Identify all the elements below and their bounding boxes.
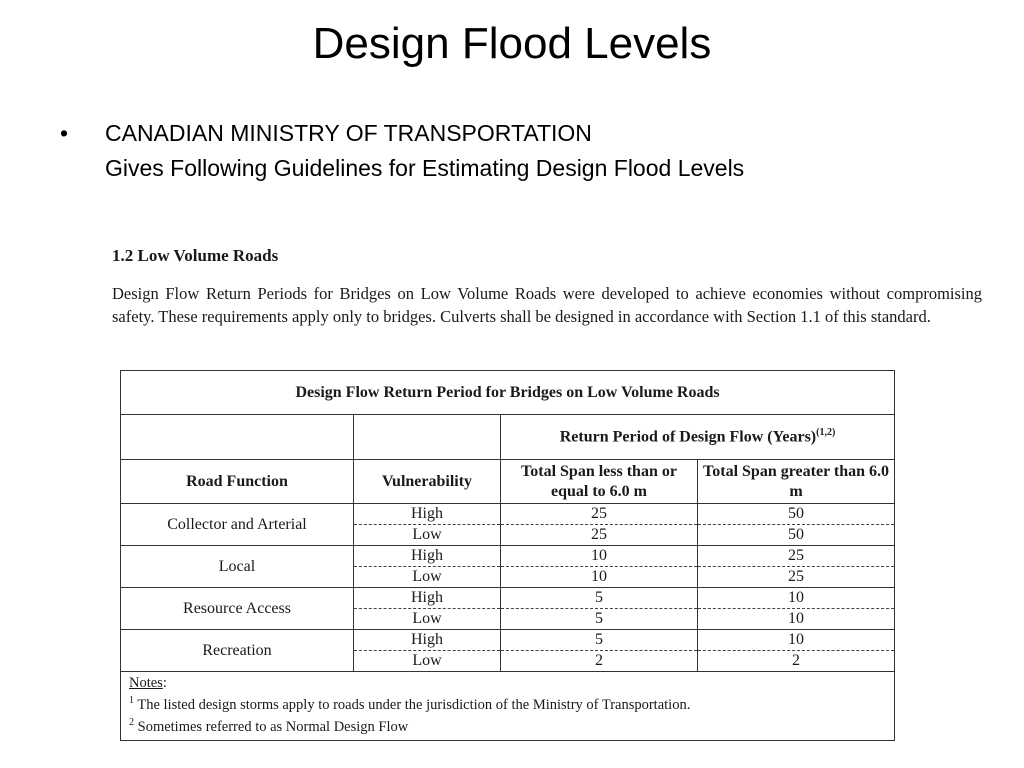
span-gt-cell: 50 [698, 525, 895, 546]
notes-heading [129, 674, 886, 692]
span-le-cell: 5 [501, 630, 698, 651]
road-function-cell: Collector and Arterial [121, 504, 354, 546]
bullet-line-2: Gives Following Guidelines for Estimating Design Flood Levels [105, 155, 745, 181]
table-row [121, 546, 895, 567]
note-1-number: 1 [129, 695, 134, 706]
span-gt-cell: 10 [698, 588, 895, 609]
note-2 [129, 714, 886, 736]
empty-cell [121, 415, 354, 460]
vulnerability-cell: Low [354, 525, 501, 546]
bullet-mark: • [60, 120, 69, 146]
bullet-block [60, 116, 744, 186]
header-span-gt-6m: Total Span greater than 6.0 m [698, 460, 895, 504]
note-1-text: The listed design storms apply to roads under the jurisdiction of the Ministry of Transportation. [137, 696, 691, 713]
span-gt-cell: 50 [698, 504, 895, 525]
header-span-le-6m: Total Span less than or equal to 6.0 m [501, 460, 698, 504]
header-vulnerability: Vulnerability [354, 460, 501, 504]
table-row [121, 588, 895, 609]
bullet-line-1: CANADIAN MINISTRY OF TRANSPORTATION [105, 120, 592, 146]
span-le-cell: 5 [501, 588, 698, 609]
section-paragraph: Design Flow Return Periods for Bridges on Low Volume Roads were developed to achieve economies without compromising safety. These requirements apply only to bridges. Culverts shall be designed in accordance with Section 1.1 of this standard. [112, 284, 982, 326]
vulnerability-cell: High [354, 546, 501, 567]
span-gt-cell: 25 [698, 567, 895, 588]
note-2-text: Sometimes referred to as Normal Design Flow [137, 718, 409, 735]
road-function-cell: Local [121, 546, 354, 588]
road-function-cell: Resource Access [121, 588, 354, 630]
span-gt-cell: 25 [698, 546, 895, 567]
notes-cell [121, 672, 895, 741]
span-le-cell: 25 [501, 504, 698, 525]
span-le-cell: 10 [501, 546, 698, 567]
empty-cell [354, 415, 501, 460]
notes-colon: : [162, 675, 167, 691]
return-period-header [501, 415, 895, 460]
note-1 [129, 692, 886, 714]
return-period-superscript: (1,2) [816, 427, 836, 439]
vulnerability-cell: Low [354, 651, 501, 672]
span-le-cell: 2 [501, 651, 698, 672]
vulnerability-cell: High [354, 588, 501, 609]
span-le-cell: 25 [501, 525, 698, 546]
table-row [121, 504, 895, 525]
span-le-cell: 10 [501, 567, 698, 588]
slide-title: Design Flood Levels [312, 19, 712, 68]
return-period-label: Return Period of Design Flow (Years) [559, 428, 817, 446]
vulnerability-cell: High [354, 630, 501, 651]
note-2-number: 2 [129, 716, 134, 728]
span-le-cell: 5 [501, 609, 698, 630]
road-function-cell: Recreation [121, 630, 354, 672]
design-flow-table [120, 370, 895, 741]
section-heading: 1.2 Low Volume Roads [112, 246, 279, 265]
table-title: Design Flow Return Period for Bridges on Low Volume Roads [121, 371, 895, 415]
vulnerability-cell: High [354, 504, 501, 525]
span-gt-cell: 10 [698, 630, 895, 651]
vulnerability-cell: Low [354, 567, 501, 588]
span-gt-cell: 10 [698, 609, 895, 630]
notes-title: Notes [129, 675, 163, 691]
header-road-function: Road Function [121, 460, 354, 504]
table-row [121, 630, 895, 651]
bullet-item [60, 116, 744, 151]
vulnerability-cell: Low [354, 609, 501, 630]
span-gt-cell: 2 [698, 651, 895, 672]
document-excerpt [112, 244, 982, 328]
